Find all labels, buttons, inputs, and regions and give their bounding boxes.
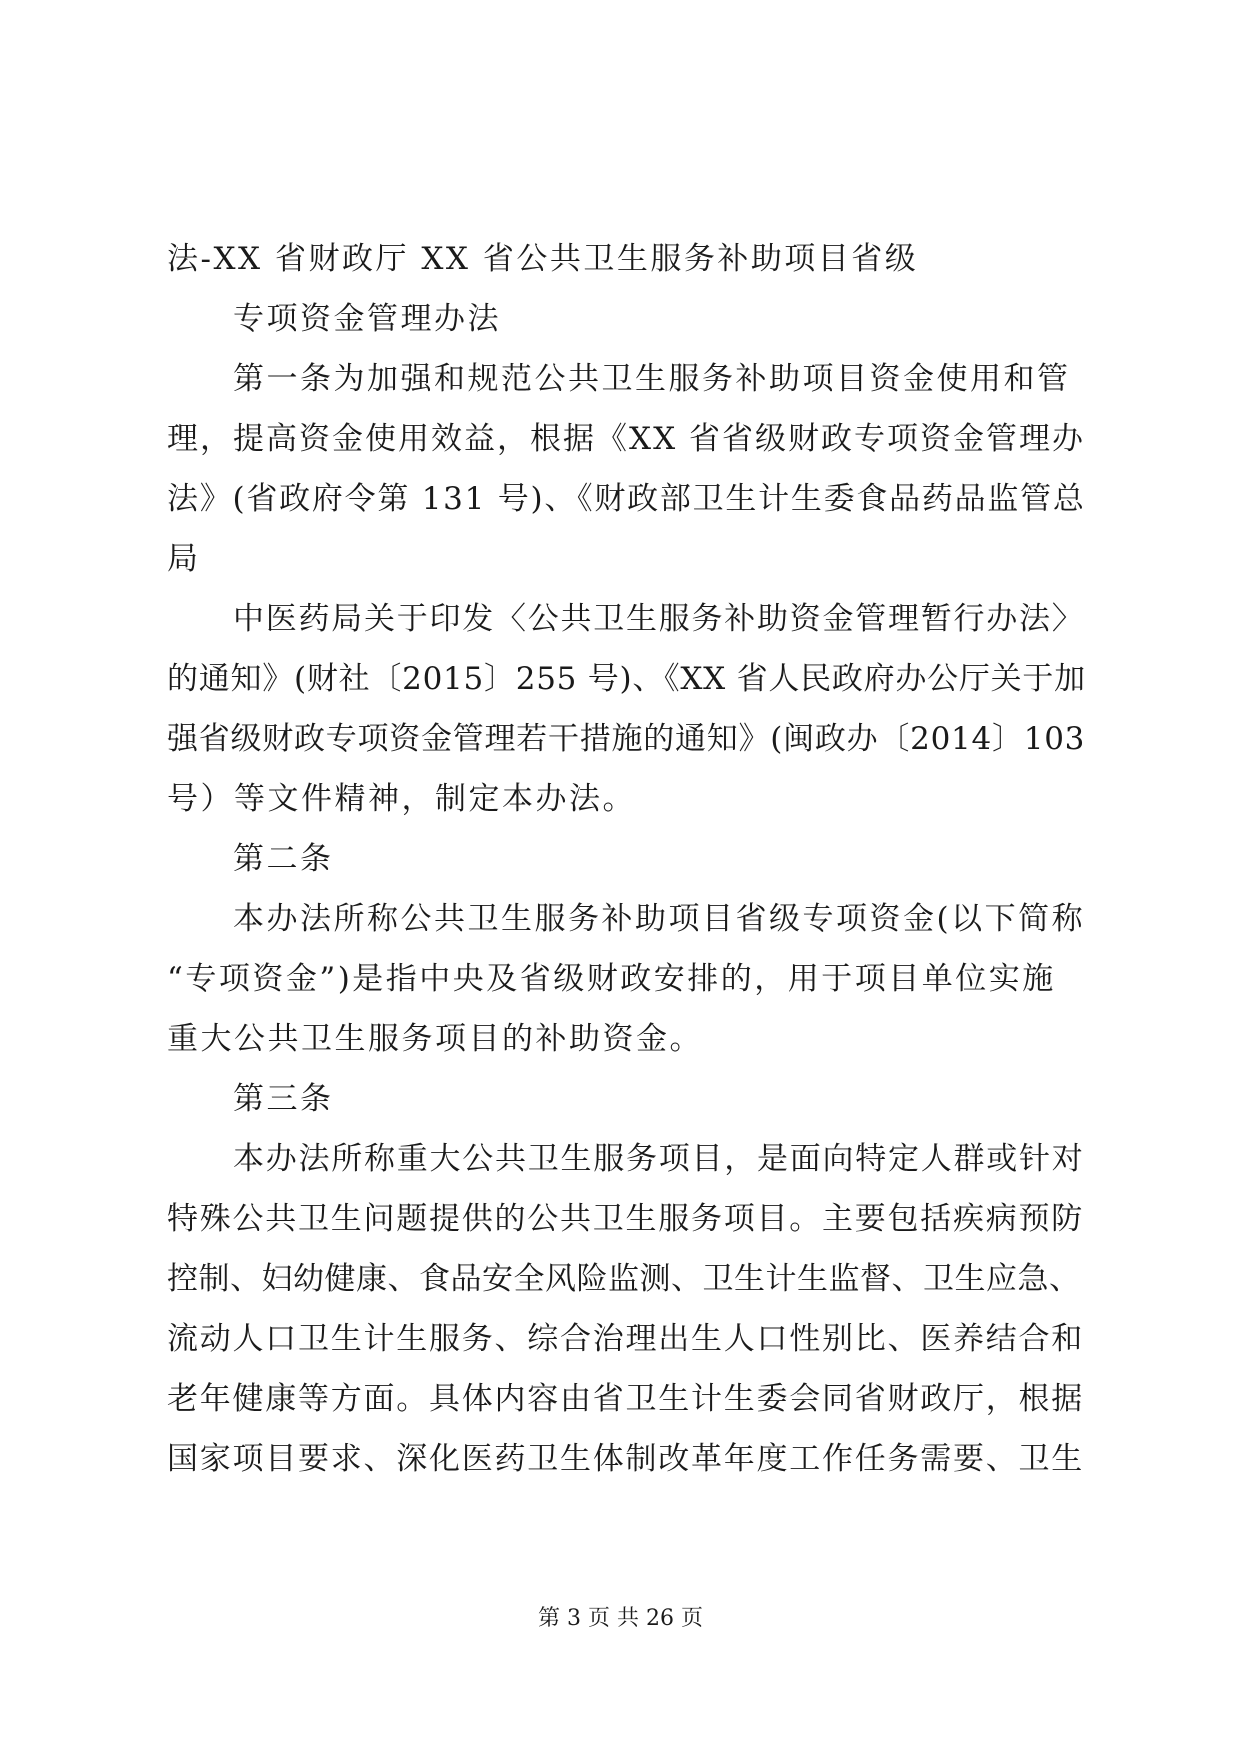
text-line: 号）等文件精神，制定本办法。 (167, 781, 636, 817)
text-line: “专项资金”)是指中央及省级财政安排的，用于项目单位实施 (167, 961, 1056, 997)
text-line: 重大公共卫生服务项目的补助资金。 (167, 1021, 703, 1057)
text-line: 第二条 (233, 841, 334, 877)
text-line: 老年健康等方面。具体内容由省卫生计生委会同省财政厅，根据 (167, 1381, 1084, 1417)
text-line: 控制、妇幼健康、食品安全风险监测、卫生计生监督、卫生应急、 (167, 1261, 1081, 1297)
text-line: 法》(省政府令第 131 号)、《财政部卫生计生委食品药品监管总 (167, 481, 1086, 517)
document-body (167, 229, 1087, 1489)
text-line: 流动人口卫生计生服务、综合治理出生人口性别比、医养结合和 (167, 1321, 1084, 1357)
text-line: 第三条 (233, 1081, 334, 1117)
text-line: 国家项目要求、深化医药卫生体制改革年度工作任务需要、卫生 (167, 1441, 1084, 1477)
text-line: 本办法所称重大公共卫生服务项目，是面向特定人群或针对 (233, 1141, 1085, 1177)
text-line: 第一条为加强和规范公共卫生服务补助项目资金使用和管 (233, 361, 1071, 397)
text-line: 特殊公共卫生问题提供的公共卫生服务项目。主要包括疾病预防 (167, 1201, 1084, 1237)
text-line: 局 (167, 541, 201, 577)
text-line: 的通知》(财社〔2015〕255 号)、《XX 省人民政府办公厅关于加 (167, 661, 1086, 697)
text-line: 强省级财政专项资金管理若干措施的通知》(闽政办〔2014〕103 (167, 721, 1086, 757)
text-line: 中医药局关于印发〈公共卫生服务补助资金管理暂行办法〉 (233, 601, 1085, 637)
text-line: 理，提高资金使用效益，根据《XX 省省级财政专项资金管理办 (167, 421, 1085, 457)
text-line: 法-XX 省财政厅 XX 省公共卫生服务补助项目省级 (167, 241, 919, 277)
text-line: 本办法所称公共卫生服务补助项目省级专项资金(以下简称 (233, 901, 1086, 937)
page-footer: 第 3 页 共 26 页 (538, 1606, 703, 1631)
text-line: 专项资金管理办法 (233, 301, 501, 337)
